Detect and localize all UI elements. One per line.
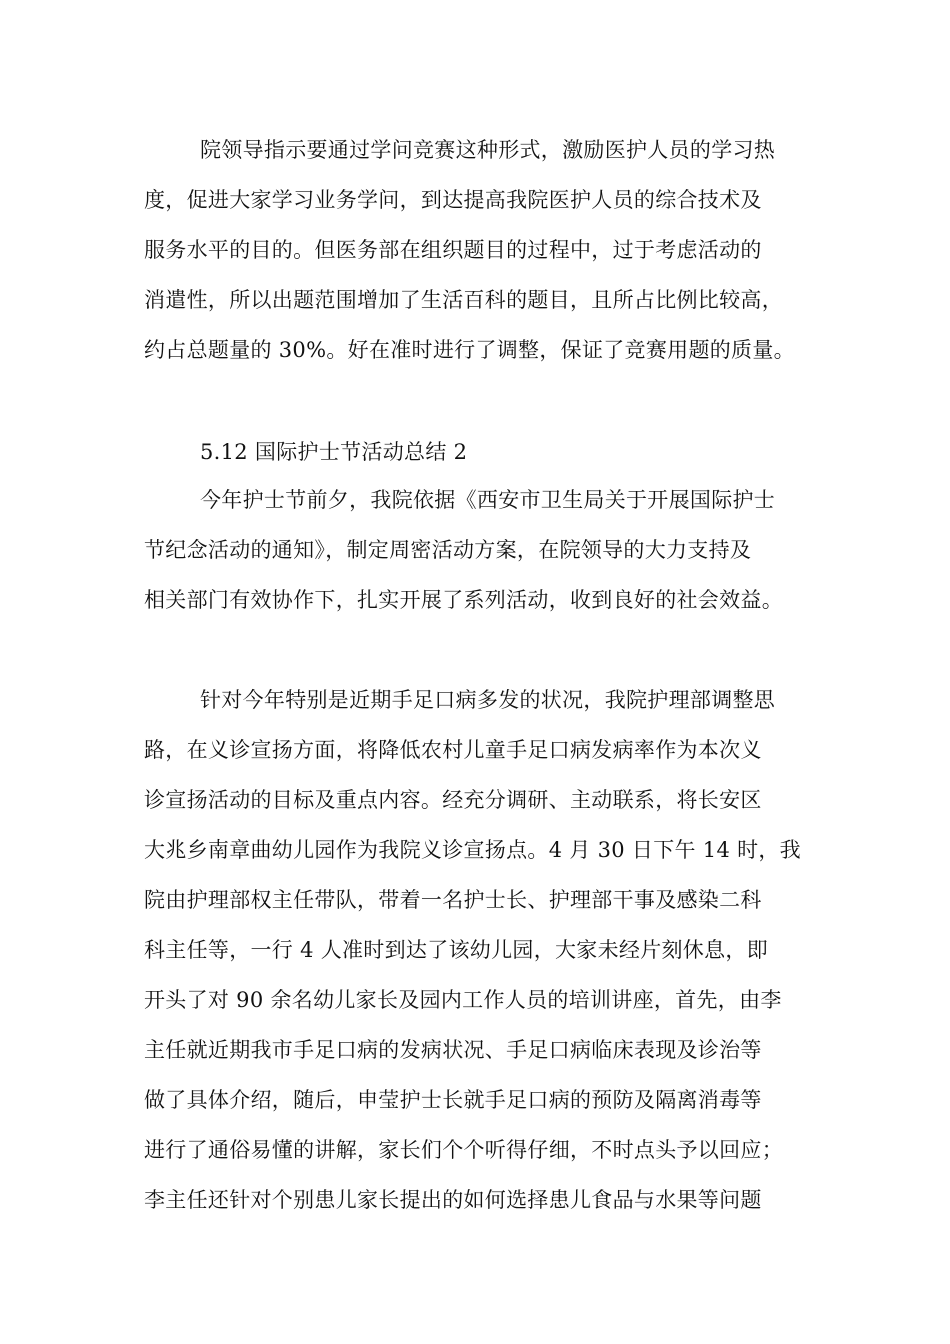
paragraph-3-line-5: 院由护理部权主任带队，带着一名护士长、护理部干事及感染二科 [144, 888, 762, 912]
paragraph-3-line-6: 科主任等，一行 4 人准时到达了该幼儿园，大家未经片刻休息，即 [144, 938, 769, 962]
paragraph-1-line-1: 院领导指示要通过学问竞赛这种形式，激励医护人员的学习热 [200, 138, 776, 162]
paragraph-3-line-4: 大兆乡南章曲幼儿园作为我院义诊宣扬点。4 月 30 日下午 14 时，我 [144, 838, 801, 862]
paragraph-2-line-3: 相关部门有效协作下，扎实开展了系列活动，收到良好的社会效益。 [144, 588, 783, 612]
paragraph-3-line-2: 路，在义诊宣扬方面，将降低农村儿童手足口病发病率作为本次义 [144, 738, 762, 762]
section-heading: 5.12 国际护士节活动总结 2 [200, 440, 468, 464]
paragraph-3-line-11: 李主任还针对个别患儿家长提出的如何选择患儿食品与水果等问题 [144, 1188, 762, 1212]
paragraph-3-line-1: 针对今年特别是近期手足口病多发的状况，我院护理部调整思 [200, 688, 776, 712]
paragraph-1-line-5: 约占总题量的 30%。好在准时进行了调整，保证了竞赛用题的质量。 [144, 338, 795, 362]
paragraph-1-line-4: 消遣性，所以出题范围增加了生活百科的题目，且所占比例比较高， [144, 288, 783, 312]
paragraph-1-line-3: 服务水平的目的。但医务部在组织题目的过程中，过于考虑活动的 [144, 238, 762, 262]
paragraph-3-line-7: 开头了对 90 余名幼儿家长及园内工作人员的培训讲座，首先，由李 [144, 988, 782, 1012]
paragraph-2-line-1: 今年护士节前夕，我院依据《西安市卫生局关于开展国际护士 [200, 488, 776, 512]
paragraph-3-line-10: 进行了通俗易懂的讲解，家长们个个听得仔细，不时点头予以回应； [144, 1138, 783, 1162]
paragraph-2-line-2: 节纪念活动的通知》，制定周密活动方案，在院领导的大力支持及 [144, 538, 752, 562]
paragraph-3-line-9: 做了具体介绍，随后，申莹护士长就手足口病的预防及隔离消毒等 [144, 1088, 762, 1112]
paragraph-3-line-8: 主任就近期我市手足口病的发病状况、手足口病临床表现及诊治等 [144, 1038, 762, 1062]
paragraph-3-line-3: 诊宣扬活动的目标及重点内容。经充分调研、主动联系，将长安区 [144, 788, 762, 812]
paragraph-1-line-2: 度，促进大家学习业务学问，到达提高我院医护人员的综合技术及 [144, 188, 762, 212]
